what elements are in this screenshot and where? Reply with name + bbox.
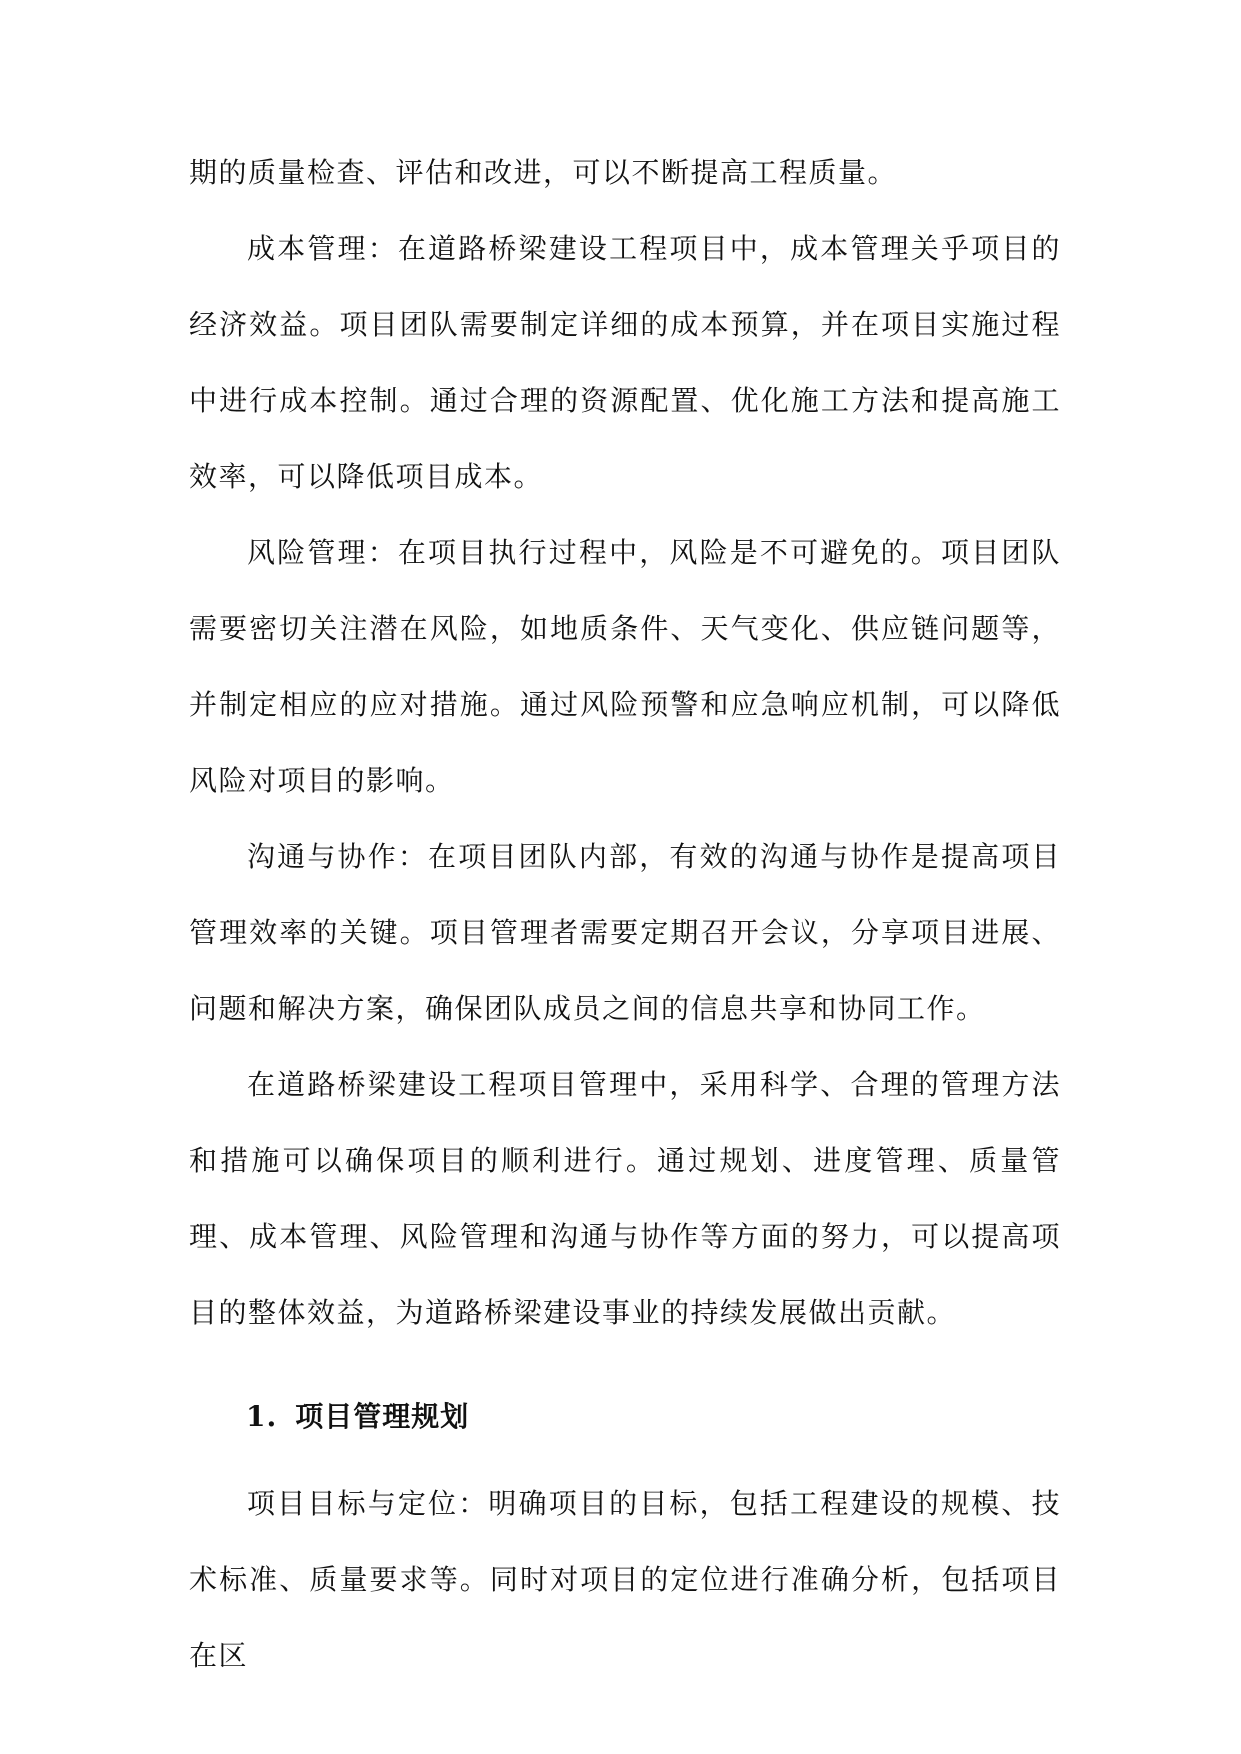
section-heading — [246, 1397, 469, 1437]
paragraph-cost-management: 成本管理：在道路桥梁建设工程项目中，成本管理关乎项目的经济效益。项目团队需要制定详细的成本预算，并在项目实施过程中进行成本控制。通过合理的资源配置、优化施工方法和提高施工效率，可以降低项目成本。 — [189, 232, 1061, 493]
section-number: 1. — [246, 1400, 278, 1433]
paragraph-risk-management: 风险管理：在项目执行过程中，风险是不可避免的。项目团队需要密切关注潜在风险，如地质条件、天气变化、供应链问题等，并制定相应的应对措施。通过风险预警和应急响应机制，可以降低风险对项目的影响。 — [189, 536, 1061, 797]
paragraph-project-goal: 项目目标与定位：明确项目的目标，包括工程建设的规模、技术标准、质量要求等。同时对项目的定位进行准确分析，包括项目在区 — [189, 1487, 1061, 1672]
paragraph-communication: 沟通与协作：在项目团队内部，有效的沟通与协作是提高项目管理效率的关键。项目管理者需要定期召开会议，分享项目进展、问题和解决方案，确保团队成员之间的信息共享和协同工作。 — [189, 840, 1061, 1025]
section-title: 项目管理规划 — [295, 1400, 470, 1433]
paragraph-quality-tail: 期的质量检查、评估和改进，可以不断提高工程质量。 — [189, 156, 898, 189]
paragraph-summary: 在道路桥梁建设工程项目管理中，采用科学、合理的管理方法和措施可以确保项目的顺利进行。通过规划、进度管理、质量管理、成本管理、风险管理和沟通与协作等方面的努力，可以提高项目的整体效益，为道路桥梁建设事业的持续发展做出贡献。 — [189, 1068, 1061, 1329]
